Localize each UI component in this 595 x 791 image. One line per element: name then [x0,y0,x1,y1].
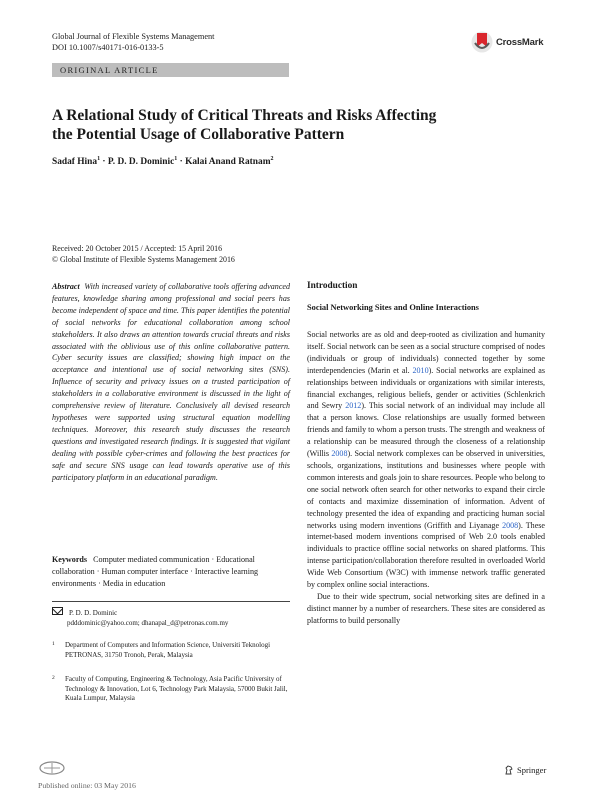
received-accepted-dates: Received: 20 October 2015 / Accepted: 15 April 2016 [52,244,223,253]
intro-paragraph-2: Due to their wide spectrum, social networking sites are defined in a distinct manner by a number of researchers. These sites are considered as platforms to build personally [307,591,545,625]
article-title [52,106,552,144]
abstract [52,281,290,483]
citation-link[interactable]: 2008 [502,520,519,530]
section-heading-introduction: Introduction [307,281,358,291]
corresponding-emails[interactable]: pdddominic@yahoo.com; dhanapal_d@petronas.com.my [67,618,229,627]
affiliation-text: Faculty of Computing, Engineering & Technology, Asia Pacific University of Technology & Innovation, Lot 6, Technology Park Malaysia, 57000 Bukit Jalil, Kuala Lumpur, Malaysia [65,675,288,703]
correspondence [52,607,290,628]
citation-link[interactable]: 2010 [412,365,429,375]
publisher-logo-icon [38,760,66,776]
corresponding-author: P. D. D. Dominic [69,609,118,617]
intro-paragraph-1: Social networks are as old and deep-rooted as civilization and humanity itself. Social network can be seen as a social structure comprised of nodes (individuals or group of individuals) connected together by some interdependencies (Marin et al. 2010). Social networks are explained as relationships between individuals or organizations with similar interests, financial exchanges, religious beliefs, gender or activities (Schlenkrich and Sewry 2012). This social network of an individual may include all that a person knows. Close relationships are usually formed between friends and family to whom a person trusts. The strength and weakness of a relationship can be measured through the closeness of a relationship (Willis 2008). Social network complexes can be observed in universities, schools, organizations, institutions and businesses where people with common interests and goals join to share resources. People who belong to one social network often search for other networks to expand their circle of contacts and maximize dissemination of information. Advent of technology presented the idea of expanding and practicing human social networks using modern inventions (Griffith and Liyanage 2008). These internet-based modern inventions comprised of Web 2.0 tools enabled individuals to practice offline social networks on shared platforms. This intense participation/collaboration therefore resulted in overloaded World Wide Web Consortium (W3C) with immense network traffic generated by complex online social interactions. [307,330,546,590]
article-type: ORIGINAL ARTICLE [60,64,159,75]
springer-label: Springer [517,765,547,775]
author-affiliation-mark: 1 [174,156,178,162]
springer-logo[interactable] [504,765,546,775]
footnote-divider [52,601,290,602]
keywords [52,554,290,590]
crossmark-badge[interactable] [471,30,549,54]
author-affiliation-mark: 1 [97,156,101,162]
citation-link[interactable]: 2012 [345,401,362,411]
copyright-notice: © Global Institute of Flexible Systems Management 2016 [52,255,235,264]
right-column [307,281,545,627]
keywords-text: Computer mediated communication · Educational collaboration · Human computer interface · Interactive learning environments · Media in education [52,555,259,588]
abstract-text: With increased variety of collaborative tools offering advanced features, knowledge sharing among professional and social peers has become independent of space and time. This paper identifies the potential of social networks for educational collaboration among school stakeholders. It also draws an attention towards crucial threats and risks associated with the oblivious use of this online collaborative pattern. Cyber security issues are classified; showing high impact on the acceptance and intentional use of social networking sites (SNS). Influence of security and privacy issues on a trusted participation of stakeholders in a collaborative environment is discussed in the light of comprehensive review of literature. Conclusively all devised research hypotheses were supported using structural equation modelling techniques. Moreover, this research study discusses the research questions and investigated research findings. It is suggested that vigilant dealing with possible cyber-crimes and following the best practices for safe and secure SNS usage can lead towards operative use of this participatory platform in an educational paradigm. [52,282,290,482]
crossmark-icon [471,30,493,54]
article-type-banner [52,63,289,77]
springer-horse-icon [504,765,514,775]
author-separator: · [177,157,186,168]
author-name[interactable]: Kalai Anand Ratnam [185,157,271,168]
author-list [52,156,274,167]
crossmark-label: CrossMark [496,36,544,48]
affiliation-number: 2 [52,675,55,681]
left-column [52,281,290,483]
affiliation-number: 1 [52,641,55,647]
author-separator: · [100,157,108,168]
journal-header [52,31,214,53]
affiliation-1 [52,641,290,660]
author-name[interactable]: P. D. D. Dominic [107,157,175,168]
abstract-label: Abstract [52,282,80,291]
affiliation-2 [52,675,290,704]
title-line-1: A Relational Study of Critical Threats and Risks Affecting [52,107,437,124]
doi[interactable]: DOI 10.1007/s40171-016-0133-5 [52,43,164,52]
article-history [52,243,235,265]
envelope-icon [52,607,63,615]
citation-link[interactable]: 2008 [331,449,348,459]
author-name[interactable]: Sadaf Hina [52,157,98,168]
author-affiliation-mark: 2 [270,156,274,162]
journal-name: Global Journal of Flexible Systems Management [52,32,215,41]
title-line-2: the Potential Usage of Collaborative Pattern [52,126,345,143]
keywords-label: Keywords [52,555,88,564]
subsection-heading: Social Networking Sites and Online Interactions [307,303,479,312]
affiliation-text: Department of Computers and Information Science, Universiti Teknologi PETRONAS, 31750 Tronoh, Perak, Malaysia [65,641,271,659]
published-online-date: Published online: 03 May 2016 [38,781,136,790]
